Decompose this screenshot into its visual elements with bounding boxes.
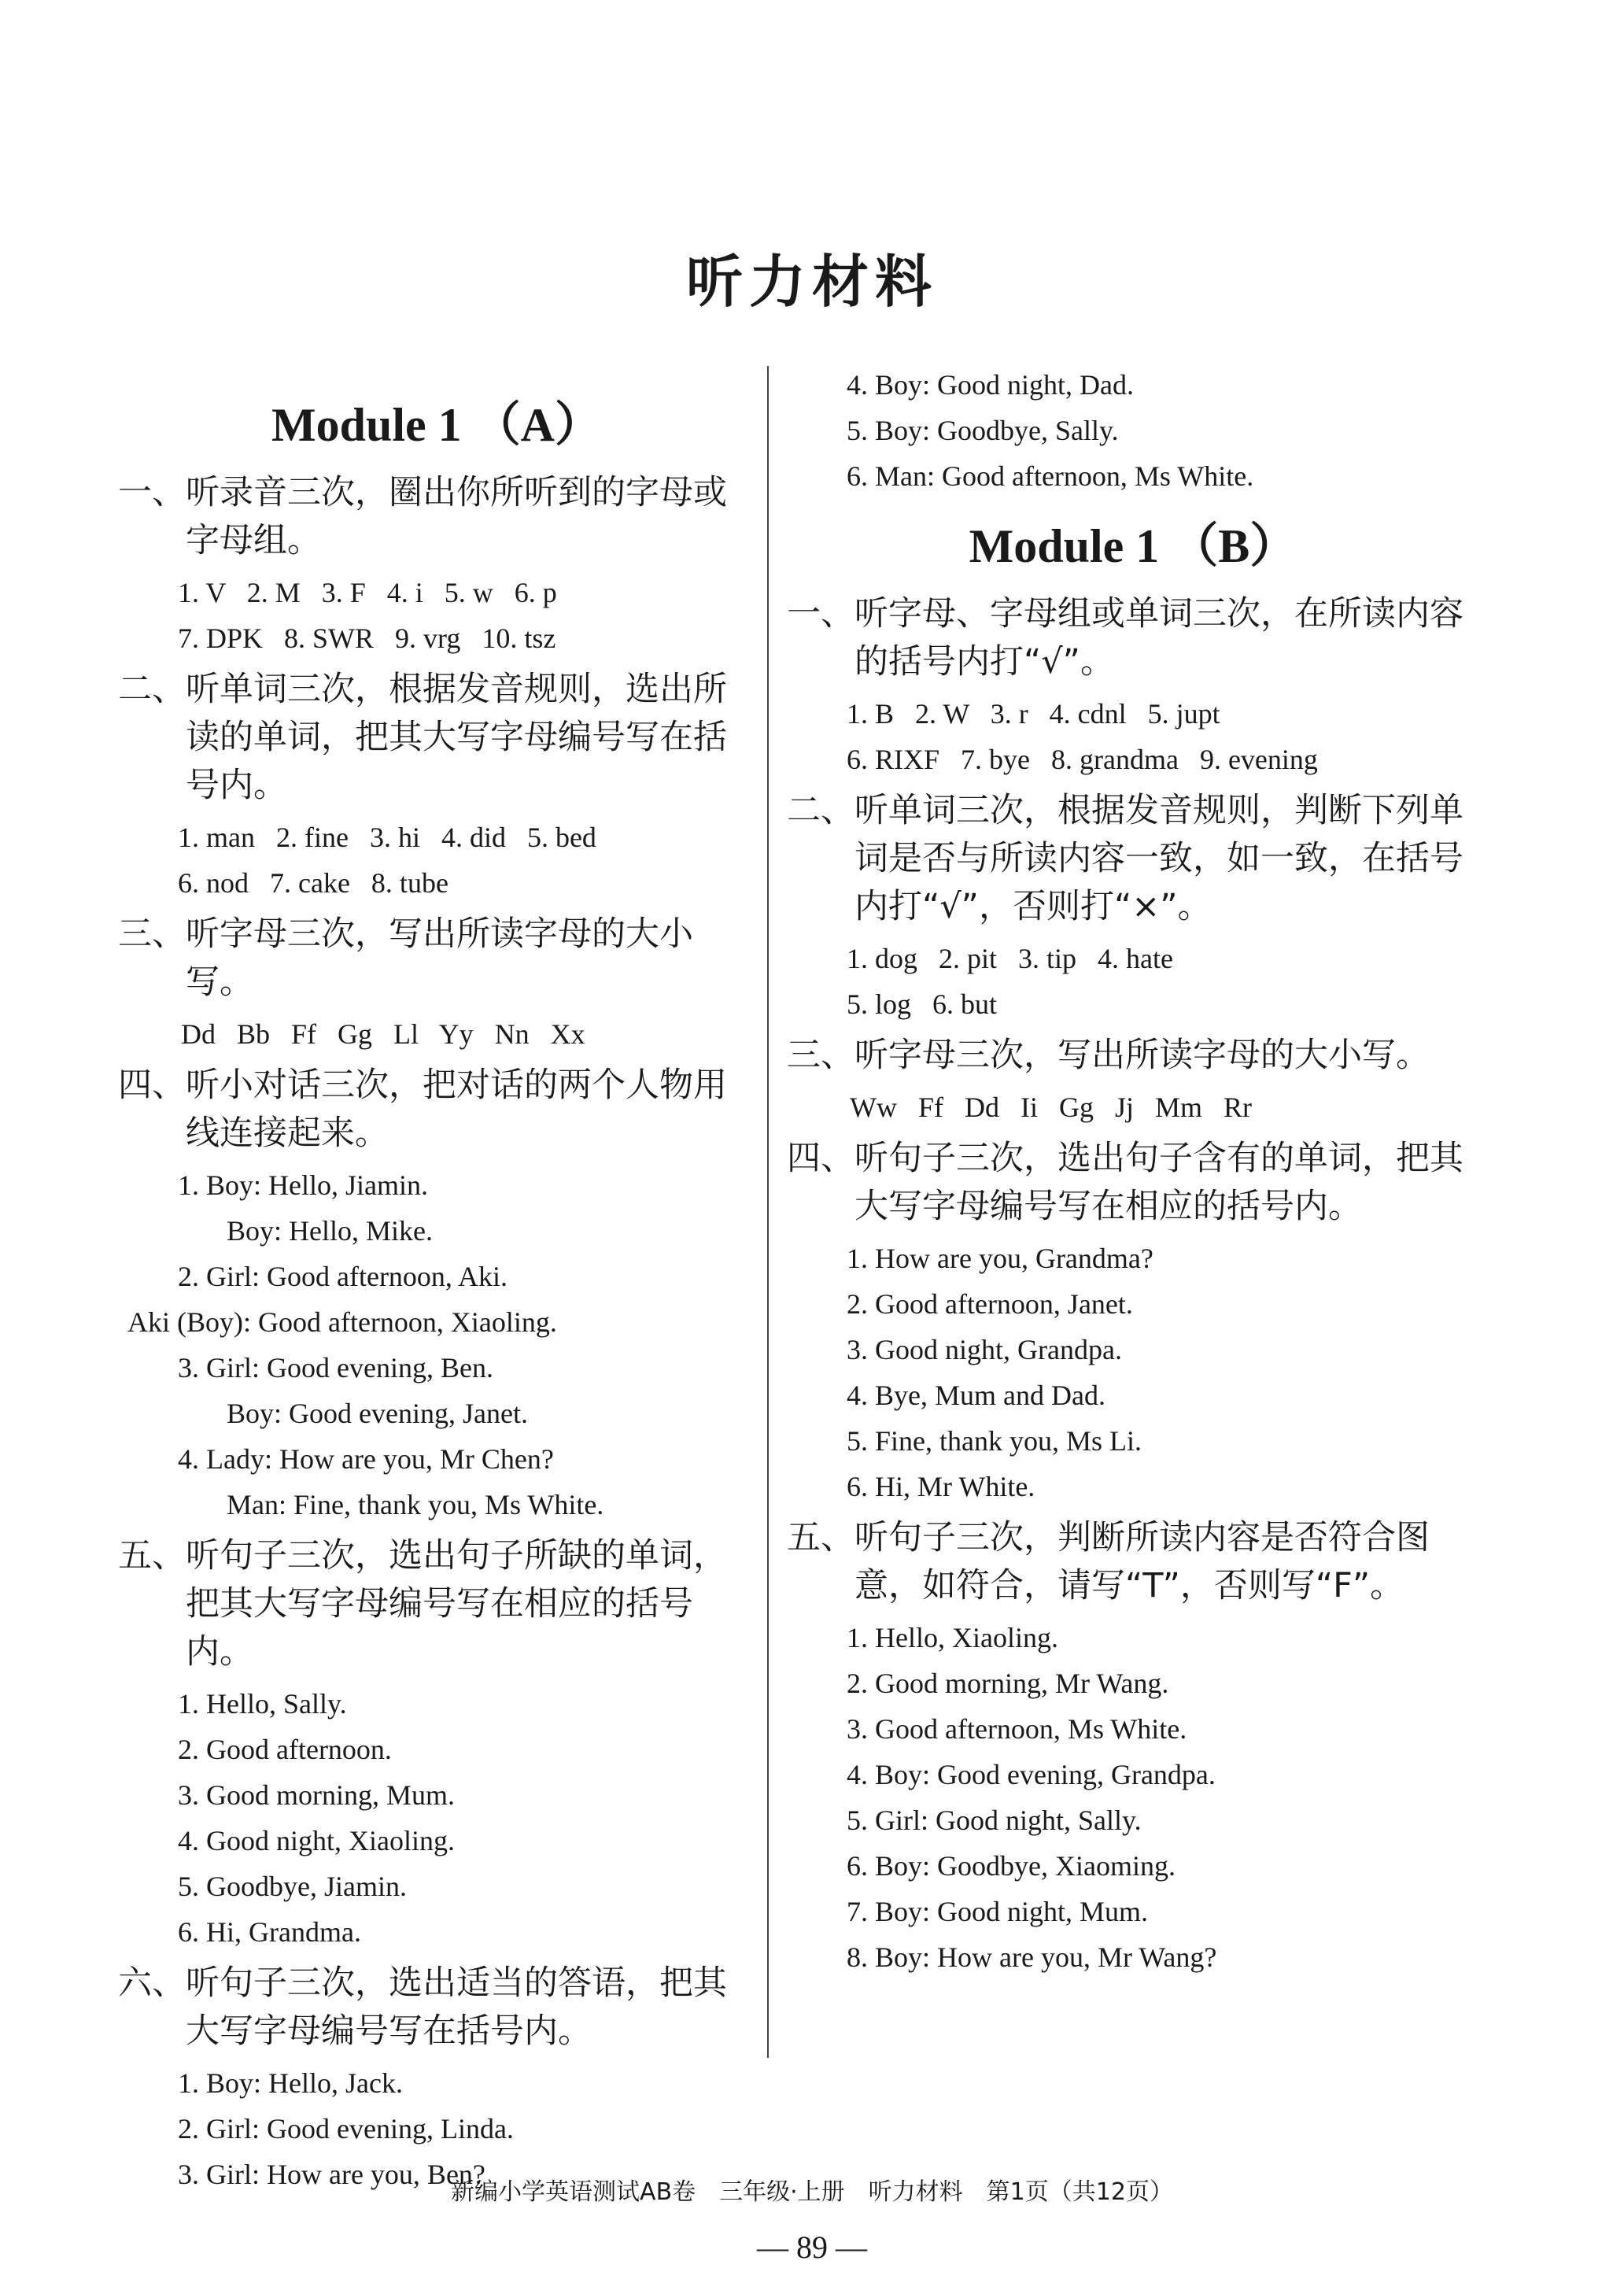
answer-row: 3. Good afternoon, Ms White. <box>847 1713 1187 1745</box>
answer-row: 6. Boy: Goodbye, Xiaoming. <box>847 1850 1176 1882</box>
section-a-6 <box>118 1960 755 2197</box>
answer-row: 4. Good night, Xiaoling. <box>178 1825 455 1856</box>
dialog-line: Boy: Hello, Mike. <box>227 1215 433 1247</box>
question-text: 听句子三次，选出适当的答语，把其大写字母编号写在括号内。 <box>186 1963 727 2051</box>
page-footer: 新编小学英语测试AB卷 三年级·上册 听力材料 第1页（共12页） <box>451 2178 1173 2206</box>
module-1b-title: Module 1 （B） <box>969 520 1297 572</box>
answer-row: 1. V 2. M 3. F 4. i 5. w 6. p <box>178 577 557 608</box>
question-number: 三、 <box>118 914 186 954</box>
answer-row: 5. Boy: Goodbye, Sally. <box>847 415 1119 446</box>
question-number: 五、 <box>118 1536 186 1576</box>
answer-row: 2. Girl: Good evening, Linda. <box>178 2113 514 2144</box>
answer-row: 4. Boy: Good evening, Grandpa. <box>847 1759 1216 1790</box>
answer-row: 6. Man: Good afternoon, Ms White. <box>847 460 1254 492</box>
section-b-3 <box>787 1032 1479 1130</box>
answer-row: 2. Good morning, Mr Wang. <box>847 1668 1169 1699</box>
dialog-line: Boy: Good evening, Janet. <box>227 1398 528 1429</box>
answer-row: 6. Hi, Mr White. <box>847 1471 1035 1502</box>
question-number: 二、 <box>787 791 854 830</box>
dialog-line: 3. Girl: Good evening, Ben. <box>178 1352 493 1383</box>
module-1a-title: Module 1 （A） <box>271 399 602 451</box>
answer-row: 1. dog 2. pit 3. tip 4. hate <box>847 943 1173 974</box>
section-b-5 <box>787 1514 1479 1980</box>
question-text: 听句子三次，选出句子含有的单词，把其大写字母编号写在相应的括号内。 <box>854 1139 1463 1226</box>
answer-row: 2. Good afternoon. <box>178 1734 392 1765</box>
question-text: 听句子三次，选出句子所缺的单词，把其大写字母编号写在相应的括号内。 <box>186 1536 727 1672</box>
answer-row: 1. B 2. W 3. r 4. cdnl 5. jupt <box>847 698 1220 730</box>
answer-row: 1. How are you, Grandma? <box>847 1243 1153 1274</box>
question-text: 听字母三次，写出所读字母的大小写。 <box>186 914 693 1002</box>
answer-row: Ww Ff Dd Ii Gg Jj Mm Rr <box>850 1092 1252 1123</box>
answer-row: 5. log 6. but <box>847 988 998 1020</box>
answer-row: 4. Bye, Mum and Dad. <box>847 1380 1105 1411</box>
question-number: 二、 <box>118 670 186 709</box>
question-text: 听字母、字母组或单词三次，在所读内容的括号内打“√”。 <box>854 594 1463 682</box>
answer-row: 7. DPK 8. SWR 9. vrg 10. tsz <box>178 622 556 654</box>
question-number: 四、 <box>118 1066 186 1105</box>
answer-row: 3. Good night, Grandpa. <box>847 1334 1122 1365</box>
dialog-line: 1. Boy: Hello, Jiamin. <box>178 1169 428 1201</box>
answer-row: 3. Girl: How are you, Ben? <box>178 2159 485 2190</box>
column-divider <box>767 366 769 2058</box>
question-text: 听句子三次，判断所读内容是否符合图意，如符合，请写“T”，否则写“F”。 <box>854 1518 1430 1605</box>
question-number: 五、 <box>787 1518 854 1557</box>
answer-row: Dd Bb Ff Gg Ll Yy Nn Xx <box>181 1018 585 1050</box>
page-title: 听力材料 <box>685 249 938 315</box>
answer-row: 7. Boy: Good night, Mum. <box>847 1896 1149 1927</box>
answer-row: 1. Hello, Xiaoling. <box>847 1622 1058 1653</box>
answer-row: 6. Hi, Grandma. <box>178 1916 361 1948</box>
answer-row: 3. Good morning, Mum. <box>178 1779 456 1811</box>
section-b-1 <box>787 590 1479 782</box>
question-text: 听单词三次，根据发音规则，选出所读的单词，把其大写字母编号写在括号内。 <box>186 670 727 805</box>
section-b-2 <box>787 787 1479 1027</box>
dialog-line: 4. Lady: How are you, Mr Chen? <box>178 1443 554 1475</box>
page-number: — 89 — <box>757 2229 867 2265</box>
answer-row: 5. Goodbye, Jiamin. <box>178 1871 407 1902</box>
answer-row: 4. Boy: Good night, Dad. <box>847 369 1134 401</box>
section-a-5 <box>118 1532 755 1955</box>
question-number: 六、 <box>118 1963 186 2003</box>
answer-row: 1. man 2. fine 3. hi 4. did 5. bed <box>178 822 596 853</box>
question-number: 一、 <box>787 594 854 634</box>
question-text: 听小对话三次，把对话的两个人物用线连接起来。 <box>186 1066 727 1153</box>
section-a-3 <box>118 911 755 1057</box>
dialog-line: Man: Fine, thank you, Ms White. <box>227 1489 604 1520</box>
answer-row: 6. RIXF 7. bye 8. grandma 9. evening <box>847 744 1318 775</box>
section-a-4 <box>118 1062 755 1527</box>
left-column <box>118 386 755 2202</box>
section-a-2 <box>118 666 755 906</box>
question-text: 听录音三次，圈出你所听到的字母或字母组。 <box>186 473 727 560</box>
dialog-line: 2. Girl: Good afternoon, Aki. <box>178 1261 507 1292</box>
section-b-4 <box>787 1135 1479 1509</box>
question-text: 听单词三次，根据发音规则，判断下列单词是否与所读内容一致，如一致，在括号内打“√”，否则打“×”。 <box>854 791 1463 926</box>
question-number: 三、 <box>787 1036 854 1075</box>
answer-row: 6. nod 7. cake 8. tube <box>178 867 448 899</box>
answer-row: 5. Fine, thank you, Ms Li. <box>847 1425 1142 1457</box>
right-column <box>787 362 1479 1985</box>
dialog-line: Aki (Boy): Good afternoon, Xiaoling. <box>127 1306 557 1338</box>
answer-row: 8. Boy: How are you, Mr Wang? <box>847 1941 1217 1973</box>
answer-row: 5. Girl: Good night, Sally. <box>847 1805 1142 1836</box>
answer-row: 1. Boy: Hello, Jack. <box>178 2067 403 2099</box>
answer-row: 2. Good afternoon, Janet. <box>847 1288 1133 1320</box>
question-number: 四、 <box>787 1139 854 1178</box>
question-number: 一、 <box>118 473 186 512</box>
question-text: 听字母三次，写出所读字母的大小写。 <box>854 1036 1430 1075</box>
section-a-1 <box>118 469 755 661</box>
answer-row: 1. Hello, Sally. <box>178 1688 347 1720</box>
